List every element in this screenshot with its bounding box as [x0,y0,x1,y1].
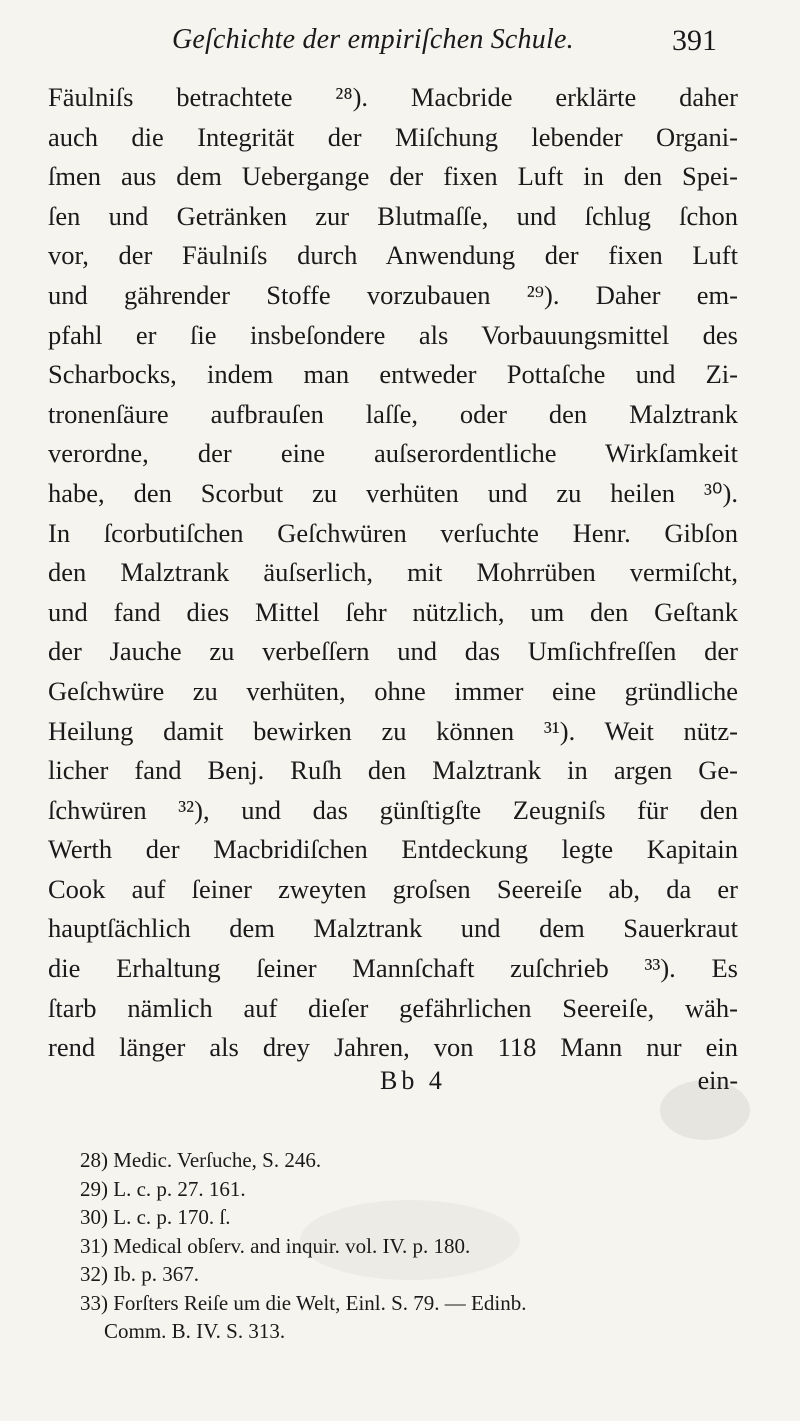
text-line: den Malztrank äuſserlich, mit Mohrrüben vermiſcht, [48,557,738,588]
text-line: hauptſächlich dem Malztrank und dem Sauerkraut [48,913,738,944]
footnotes [80,1146,750,1346]
footnote-33: 33) Forſters Reiſe um die Welt, Einl. S. 79. — Edinb. [80,1290,527,1315]
text-line: auch die Integrität der Miſchung lebender Organi- [48,121,738,152]
text-line: vor, der Fäulniſs durch Anwendung der fixen Luft [48,240,738,271]
text-line: Werth der Macbridiſchen Entdeckung legte Kapitain [48,834,738,865]
text-line: der Jauche zu verbeſſern und das Umſichfreſſen der [48,636,738,667]
footnote-33-continued: Comm. B. IV. S. 313. [104,1319,286,1343]
footnote-28: 28) Medic. Verſuche, S. 246. [80,1148,322,1172]
text-line: pfahl er ſie insbeſondere als Vorbauungsmittel des [48,319,738,350]
text-line: ſtarb nämlich auf dieſer gefährlichen Seereiſe, wäh- [48,992,738,1023]
text-line: die Erhaltung ſeiner Mannſchaft zuſchrieb ³³). Es [48,953,738,984]
signature-mark: Bb 4 [380,1066,446,1095]
footnote-29: 29) L. c. p. 27. 161. [80,1176,246,1201]
text-line: ſmen aus dem Uebergange der fixen Luft in den Spei- [48,161,738,192]
text-line: und fand dies Mittel ſehr nützlich, um den Geſtank [48,596,738,627]
catchword: ein- [697,1066,738,1095]
footnote-32: 32) Ib. p. 367. [80,1262,199,1286]
running-head: Geſchichte der empiriſchen Schule. [172,24,574,55]
text-line: verordne, der eine auſserordentliche Wirkſamkeit [48,438,738,469]
text-line: Scharbocks, indem man entweder Pottaſche und Zi- [48,359,738,390]
footnote-31: 31) Medical obſerv. and inquir. vol. IV. p. 180. [80,1233,471,1258]
text-line: tronenſäure aufbrauſen laſſe, oder den Malztrank [48,398,738,429]
text-line: ſchwüren ³²), und das günſtigſte Zeugniſs für den [48,794,738,825]
text-line: Cook auf ſeiner zweyten groſsen Seereiſe ab, da er [48,873,738,904]
text-line: ſen und Getränken zur Blutmaſſe, und ſchlug ſchon [48,200,738,231]
main-text [48,78,738,1068]
text-line: habe, den Scorbut zu verhüten und zu heilen ³⁰). [48,477,738,508]
text-line: rend länger als drey Jahren, von 118 Mann nur ein [48,1032,738,1063]
footnote-30: 30) L. c. p. 170. ſ. [80,1205,231,1229]
page-header [0,24,800,64]
text-line: und gährender Stoffe vorzubauen ²⁹). Daher em- [48,279,738,310]
page-number: 391 [672,24,717,57]
text-line: In ſcorbutiſchen Geſchwüren verſuchte Henr. Gibſon [48,517,738,548]
text-line: Heilung damit bewirken zu können ³¹). Weit nütz- [48,715,738,746]
text-line: Fäulniſs betrachtete ²⁸). Macbride erklärte daher [48,82,738,112]
text-line: licher fand Benj. Ruſh den Malztrank in argen Ge- [48,755,738,786]
text-line: Geſchwüre zu verhüten, ohne immer eine gründliche [48,675,738,706]
signature-line [48,1066,738,1102]
